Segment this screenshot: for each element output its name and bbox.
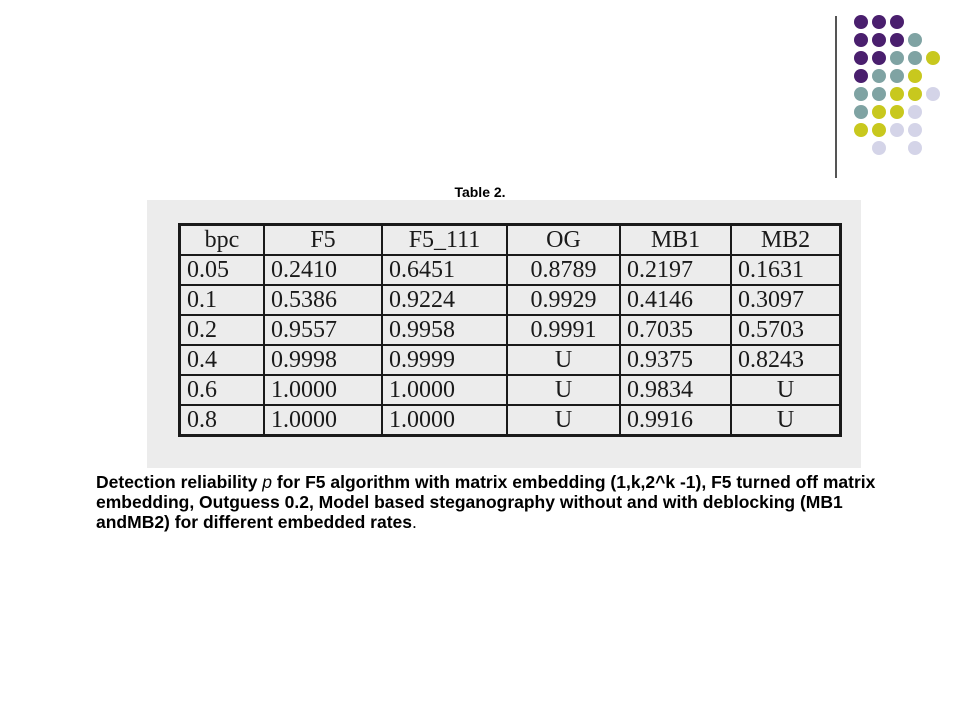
cell-mb2: 0.8243 [731,345,841,375]
decorative-dot [872,105,886,119]
decorative-dot [854,51,868,65]
decorative-dot [926,51,940,65]
cell-mb1: 0.9916 [620,405,731,436]
decorative-dot [890,105,904,119]
table-row [180,285,841,315]
decorative-dot [908,105,922,119]
decorative-dot [872,33,886,47]
decorative-dot [854,33,868,47]
cell-mb2: 0.5703 [731,315,841,345]
cell-og: 0.8789 [507,255,620,285]
decorative-dot [872,15,886,29]
cell-f5: 0.5386 [264,285,382,315]
cell-f5-111: 1.0000 [382,375,507,405]
caption-text-rest: for F5 algorithm with matrix embedding (1,k,2^k -1), F5 turned off matrix embedding, Outguess 0.2, Model based steganography without and with deblocking (MB1 andMB2) for different embedded rates [96,472,876,532]
cell-f5: 0.9557 [264,315,382,345]
cell-mb1: 0.4146 [620,285,731,315]
cell-f5-111: 1.0000 [382,405,507,436]
header-bpc: bpc [180,225,265,256]
decorative-dot [890,123,904,137]
decorative-dot [872,141,886,155]
caption-period: . [412,512,417,532]
header-f5-111: F5_111 [382,225,507,256]
table-row [180,255,841,285]
cell-bpc: 0.05 [180,255,265,285]
cell-f5-111: 0.9224 [382,285,507,315]
header-f5: F5 [264,225,382,256]
decorative-dot [872,123,886,137]
decorative-dot [854,15,868,29]
cell-f5: 1.0000 [264,405,382,436]
decorative-dot [908,51,922,65]
decorative-dot [908,141,922,155]
table-row [180,345,841,375]
header-og: OG [507,225,620,256]
decorative-dot [890,69,904,83]
cell-bpc: 0.4 [180,345,265,375]
cell-f5: 0.2410 [264,255,382,285]
decorative-dot [890,51,904,65]
decorative-dot [872,51,886,65]
table-title: Table 2. [454,184,506,200]
cell-bpc: 0.8 [180,405,265,436]
table-header-row [180,225,841,256]
decorative-vertical-rule [835,16,837,178]
decorative-dot [872,87,886,101]
cell-og: U [507,375,620,405]
decorative-dot [890,33,904,47]
decorative-dot [908,87,922,101]
cell-mb2: U [731,375,841,405]
cell-og: U [507,405,620,436]
cell-f5-111: 0.9999 [382,345,507,375]
decorative-dot [854,123,868,137]
cell-mb2: U [731,405,841,436]
cell-mb1: 0.7035 [620,315,731,345]
cell-og: 0.9991 [507,315,620,345]
decorative-dot [908,33,922,47]
decorative-dot [908,123,922,137]
decorative-dot [908,69,922,83]
cell-bpc: 0.6 [180,375,265,405]
header-mb2: MB2 [731,225,841,256]
cell-mb2: 0.3097 [731,285,841,315]
cell-bpc: 0.1 [180,285,265,315]
cell-f5-111: 0.9958 [382,315,507,345]
decorative-dot [872,69,886,83]
header-mb1: MB1 [620,225,731,256]
decorative-dot [854,69,868,83]
decorative-dot [890,87,904,101]
cell-og: 0.9929 [507,285,620,315]
decorative-dot [890,15,904,29]
cell-mb1: 0.2197 [620,255,731,285]
table-row [180,405,841,436]
cell-bpc: 0.2 [180,315,265,345]
cell-f5-111: 0.6451 [382,255,507,285]
caption-italic-p: p [262,472,273,492]
decorative-dot [854,87,868,101]
cell-mb2: 0.1631 [731,255,841,285]
caption-text-start: Detection reliability [96,472,263,492]
detection-reliability-table [178,223,842,437]
cell-f5: 1.0000 [264,375,382,405]
cell-og: U [507,345,620,375]
decorative-dot [926,87,940,101]
cell-f5: 0.9998 [264,345,382,375]
decorative-dot [854,105,868,119]
table-row [180,375,841,405]
table-row [180,315,841,345]
figure-caption [96,472,896,532]
cell-mb1: 0.9834 [620,375,731,405]
cell-mb1: 0.9375 [620,345,731,375]
